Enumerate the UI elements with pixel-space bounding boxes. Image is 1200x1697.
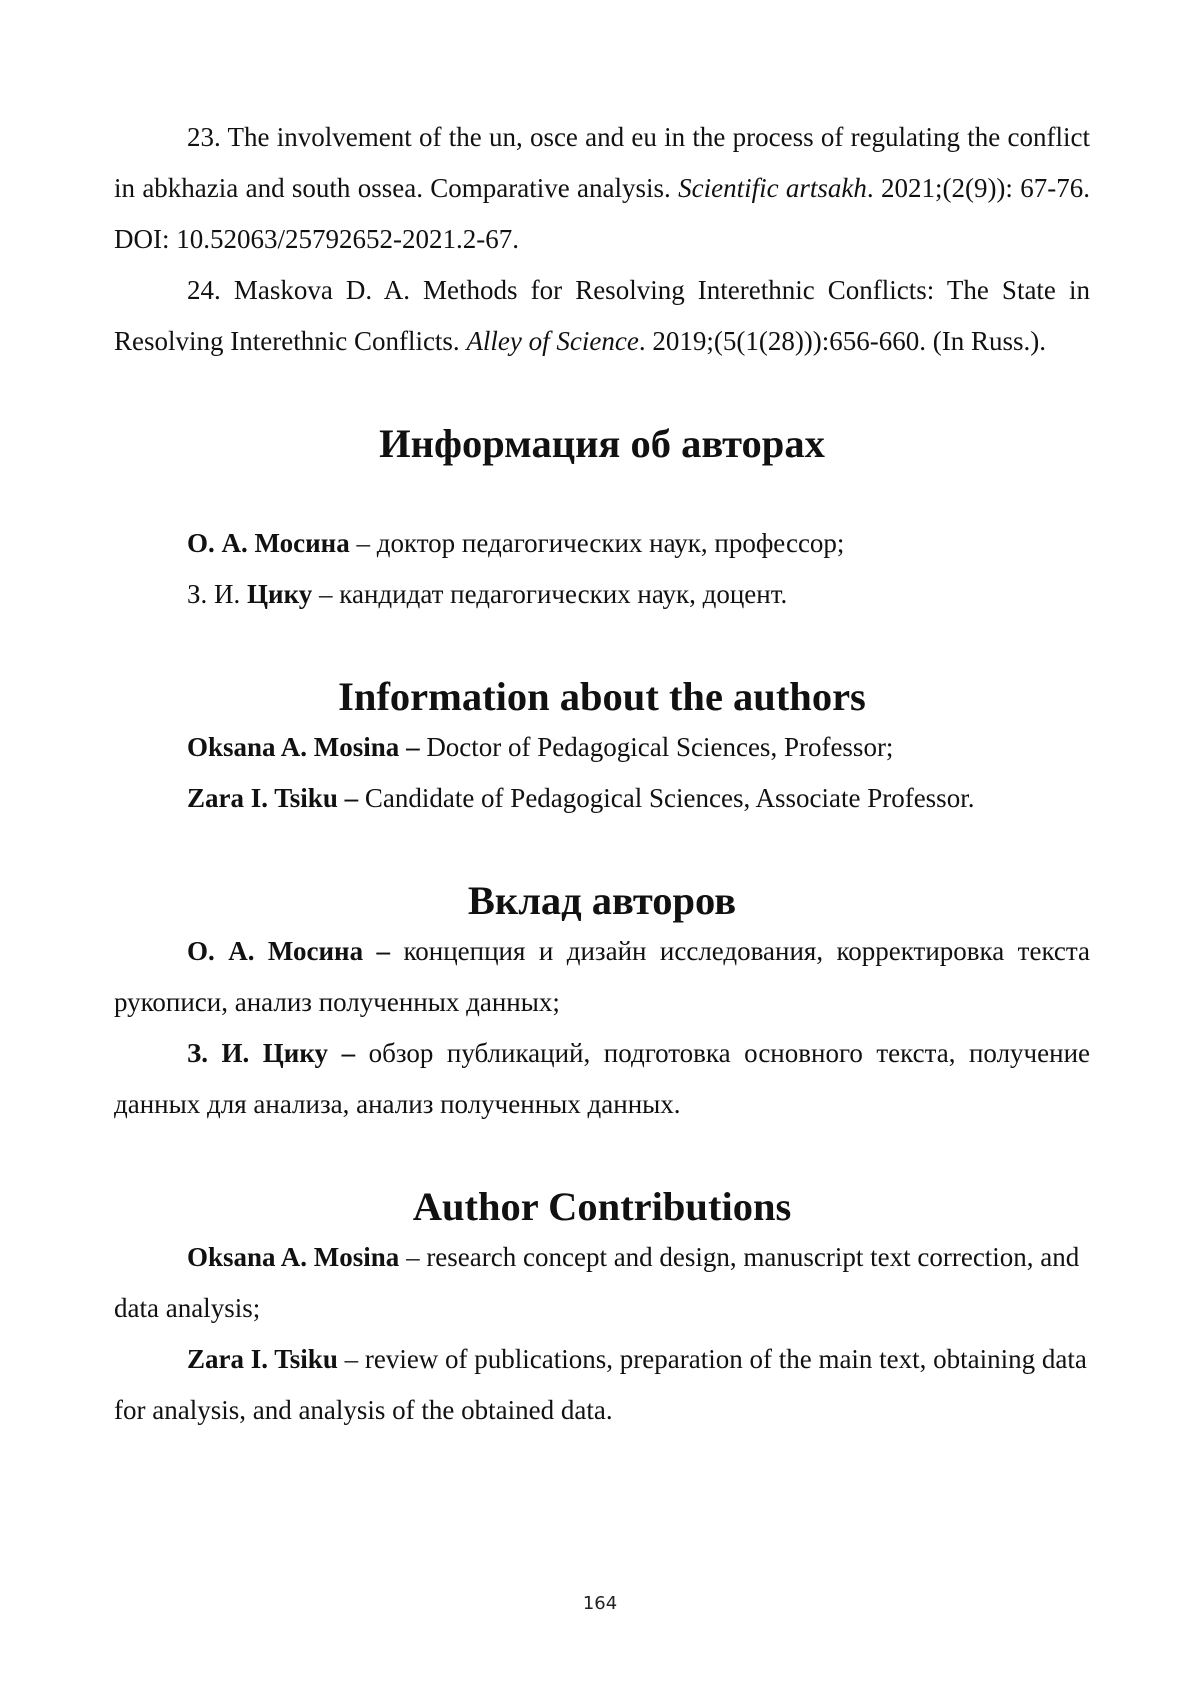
- reference-text: The involvement of the un, osce and eu in the process of regulating the conflict in abkhazia and south ossea. Comparative analysis.: [114, 122, 1090, 203]
- contribution-text: research concept and design, manuscript text correction, and data analysis;: [114, 1242, 1080, 1323]
- author-description: Doctor of Pedagogical Sciences, Professor;: [426, 732, 894, 762]
- author-name: О. А. Мосина: [187, 528, 350, 558]
- spacer: [114, 620, 1090, 671]
- authors-info-en-heading: Information about the authors: [338, 674, 866, 719]
- author-separator: –: [337, 1344, 365, 1374]
- authors-info-ru-heading: Информация об авторах: [379, 421, 825, 466]
- author-separator: –: [349, 528, 377, 558]
- author-name: Zara I. Tsiku: [187, 1344, 338, 1374]
- reference-journal: Alley of Science: [466, 326, 639, 356]
- contribution-item: [114, 1334, 1090, 1436]
- reference-number: 24.: [187, 275, 221, 305]
- spacer: [114, 469, 1090, 518]
- spacer: [114, 1130, 1090, 1181]
- author-name-prefix: З. И.: [187, 579, 248, 609]
- author-separator: –: [337, 783, 365, 813]
- author-info-item: [114, 518, 1090, 569]
- document-page: [114, 112, 1090, 1436]
- reference-item: [114, 112, 1090, 265]
- reference-journal: Scientific artsakh: [678, 173, 867, 203]
- author-description: Candidate of Pedagogical Sciences, Associate Professor.: [364, 783, 975, 813]
- contribution-item: [114, 926, 1090, 1028]
- reference-details: . 2021;(2(9)): 67-76. DOI: 10.52063/25792652-2021.2-67.: [114, 173, 1090, 254]
- author-separator: –: [399, 1242, 427, 1272]
- author-name: Цику: [247, 579, 313, 609]
- author-info-item: [114, 722, 1090, 773]
- author-separator: –: [363, 936, 404, 966]
- author-description: доктор педагогических наук, профессор;: [376, 528, 845, 558]
- contribution-text: review of publications, preparation of the main text, obtaining data for analysis, and analysis of the obtained data.: [114, 1344, 1087, 1425]
- spacer: [114, 824, 1090, 875]
- author-name: Oksana A. Mosina: [187, 732, 400, 762]
- page-number: 164: [582, 1593, 618, 1614]
- author-separator: –: [328, 1038, 369, 1068]
- contribution-text: концепция и дизайн исследования, корректировка текста рукописи, анализ полученных данных;: [114, 936, 1090, 1017]
- contribution-text: обзор публикаций, подготовка основного текста, получение данных для анализа, анализ полученных данных.: [114, 1038, 1090, 1119]
- author-name: Oksana A. Mosina: [187, 1242, 400, 1272]
- reference-number: 23.: [187, 122, 221, 152]
- author-name: З. И. Цику: [187, 1038, 329, 1068]
- author-info-item: [114, 773, 1090, 824]
- author-separator: –: [312, 579, 340, 609]
- contribution-item: [114, 1232, 1090, 1334]
- author-name: Zara I. Tsiku: [187, 783, 338, 813]
- reference-text: Maskova D. A. Methods for Resolving Interethnic Conflicts: The State in Resolving Interethnic Conflicts.: [114, 275, 1090, 356]
- author-name: О. А. Мосина: [187, 936, 364, 966]
- reference-item: [114, 265, 1090, 367]
- contributions-ru-heading: Вклад авторов: [467, 878, 737, 923]
- contribution-item: [114, 1028, 1090, 1130]
- author-description: кандидат педагогических наук, доцент.: [339, 579, 788, 609]
- author-separator: –: [399, 732, 427, 762]
- author-info-item: [114, 569, 1090, 620]
- spacer: [114, 367, 1090, 418]
- reference-details: . 2019;(5(1(28))):656-660. (In Russ.).: [638, 326, 1047, 356]
- contributions-en-heading: Author Contributions: [412, 1184, 792, 1229]
